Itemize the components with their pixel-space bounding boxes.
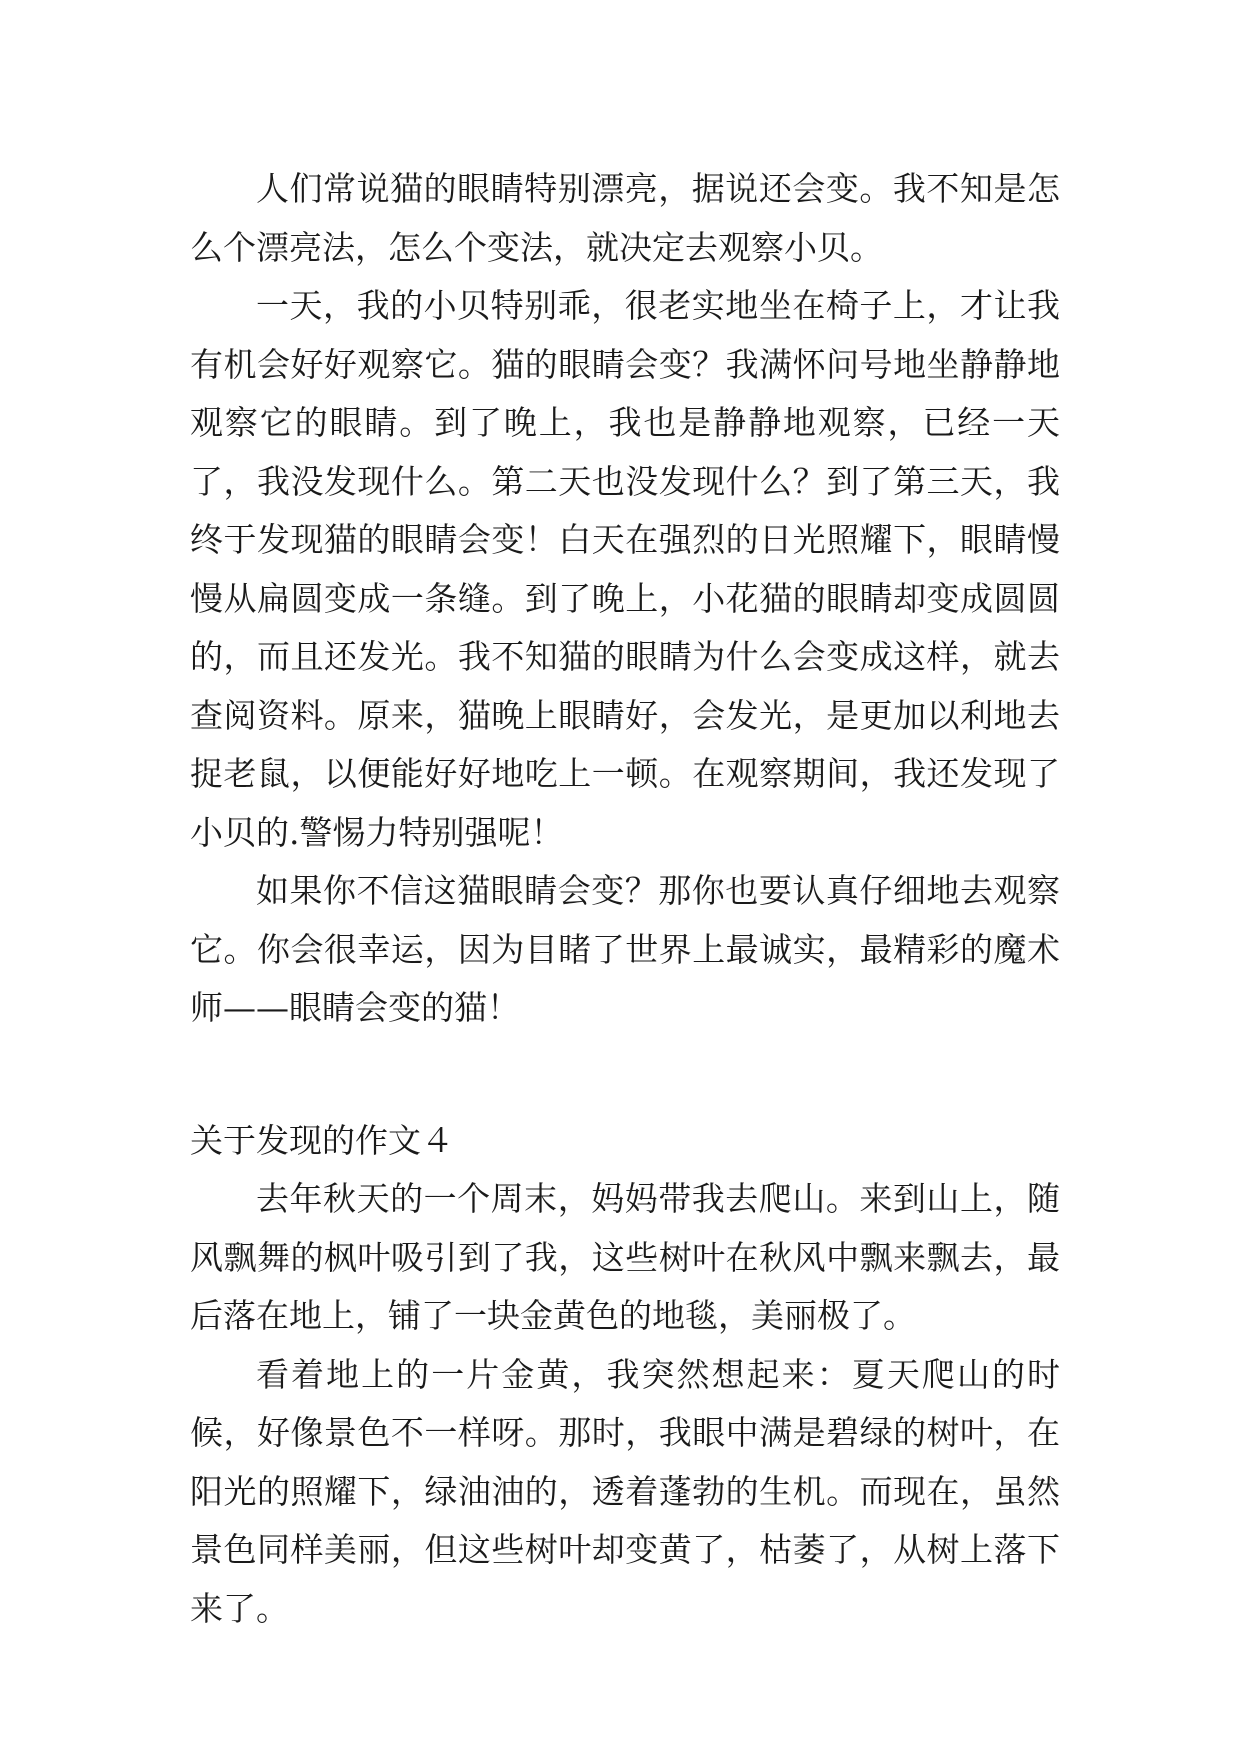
section-divider-space [190,1038,1060,1112]
paragraph-cat-eyes-intro: 人们常说猫的眼睛特别漂亮，据说还会变。我不知是怎么个漂亮法，怎么个变法，就决定去观察小贝。 [190,169,1060,267]
paragraph-cat-eyes-conclusion: 如果你不信这猫眼睛会变？那你也要认真仔细地去观察它。你会很幸运，因为目睹了世界上最诚实，最精彩的魔术师——眼睛会变的猫！ [190,871,1060,1027]
paragraph-autumn-hike: 去年秋天的一个周末，妈妈带我去爬山。来到山上，随风飘舞的枫叶吸引到了我，这些树叶在秋风中飘来飘去，最后落在地上，铺了一块金黄色的地毯，美丽极了。 [190,1179,1060,1335]
paragraph-summer-comparison: 看着地上的一片金黄，我突然想起来：夏天爬山的时候，好像景色不一样呀。那时，我眼中满是碧绿的树叶，在阳光的照耀下，绿油油的，透着蓬勃的生机。而现在，虽然景色同样美丽，但这些树叶却变黄了，枯萎了，从树上落下来了。 [190,1354,1060,1628]
paragraph-cat-eyes-observation: 一天，我的小贝特别乖，很老实地坐在椅子上，才让我有机会好好观察它。猫的眼睛会变？我满怀问号地坐静静地观察它的眼睛。到了晚上，我也是静静地观察，已经一天了，我没发现什么。第二天也没发现什么？到了第三天，我终于发现猫的眼睛会变！白天在强烈的日光照耀下，眼睛慢慢从扁圆变成一条缝。到了晚上，小花猫的眼睛却变成圆圆的，而且还发光。我不知猫的眼睛为什么会变成这样，就去查阅资料。原来，猫晚上眼睛好，会发光，是更加以利地去捉老鼠，以便能好好地吃上一顿。在观察期间，我还发现了小贝的.警惕力特别强呢！ [190,286,1060,852]
document-page [190,160,1060,1638]
section-title: 关于发现的作文４ [190,1120,454,1160]
